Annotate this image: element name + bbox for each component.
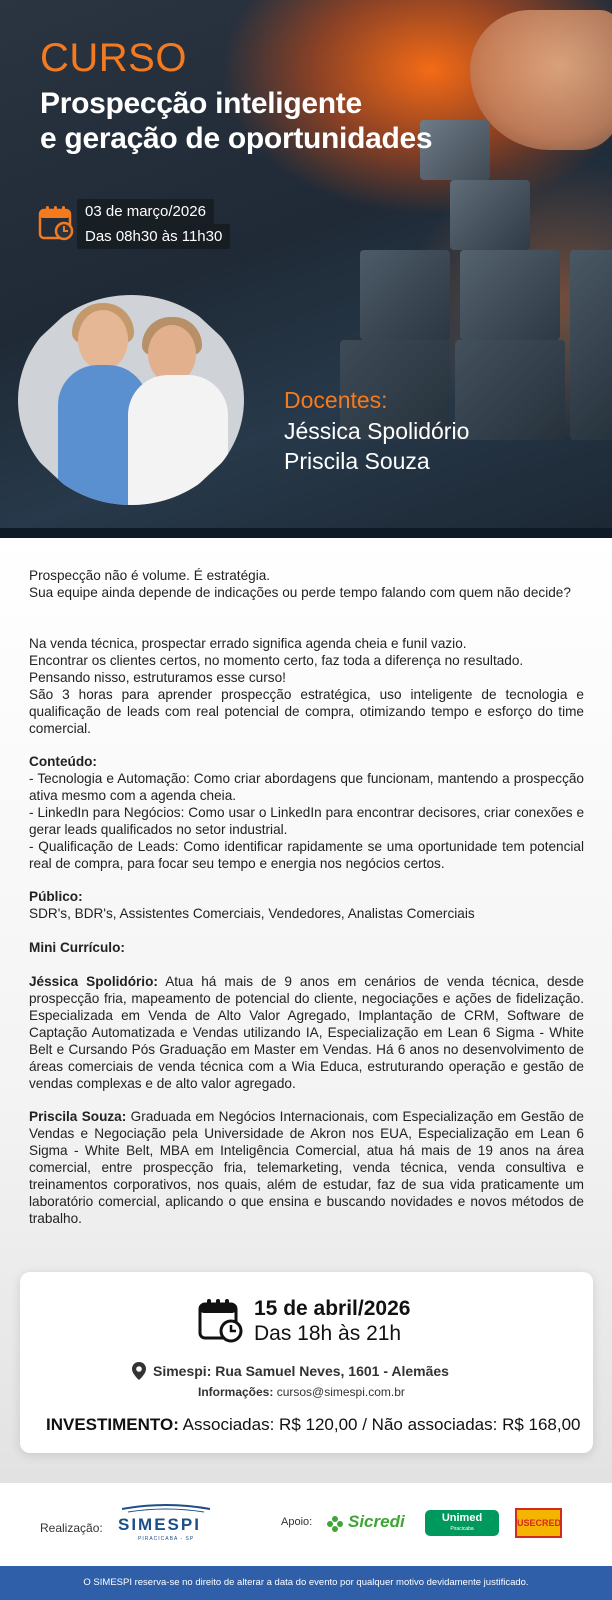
realizacao-label: Realização: — [40, 1521, 103, 1535]
event-location: Simespi: Rua Samuel Neves, 1601 - Alemães — [153, 1363, 449, 1379]
calendar-clock-icon — [198, 1297, 244, 1343]
block-image — [570, 250, 612, 440]
course-title — [40, 86, 432, 156]
usecred-logo: USECRED — [515, 1508, 562, 1538]
second-event-time: Das 18h às 21h — [254, 1322, 402, 1345]
instructors-photo — [18, 295, 244, 505]
mini-resume-heading — [29, 939, 584, 956]
jessica-bio-text: Atua há mais de 9 anos em cenários de venda técnica, desde prospecção fria, mapeamento de potencial do cliente, negociações e ações de fidelização. Especializada em Venda de Alto Valor Agregado, Implantação de CRM, Software de Captação Automatizada e Vendas utilizando IA, Especialização em Lean 6 Sigma - White Belt e Cursando Pós Graduação em Master em Vendas. Há 6 anos no desenvolvimento de áreas comerciais de venda técnica com a Wia Educa, estruturando operação e gestão de vendas complexas e de alto valor agregado. — [29, 974, 584, 1091]
block-image — [460, 250, 560, 340]
course-kicker: CURSO — [40, 36, 187, 80]
docente-name: Priscila Souza — [284, 448, 430, 474]
context-line: Na venda técnica, prospectar errado significa agenda cheia e funil vazio. — [29, 636, 467, 651]
apoio-label: Apoio: — [281, 1516, 313, 1528]
priscila-name: Priscila Souza: — [29, 1109, 127, 1124]
docente-name: Jéssica Spolidório — [284, 418, 470, 444]
context-line: São 3 horas para aprender prospecção estratégica, uso inteligente de tecnologia e qualificação de leads com real potencial de compra, otimizando tempo e esforço do time comercial. — [29, 687, 584, 736]
block-image — [455, 340, 565, 440]
intro-paragraph — [29, 567, 584, 601]
context-paragraph — [29, 635, 584, 737]
audience-text: SDR's, BDR's, Assistentes Comerciais, Vendedores, Analistas Comerciais — [29, 906, 475, 921]
sicredi-logo: Sicredi — [348, 1512, 405, 1531]
course-title-line1: Prospecção inteligente — [40, 87, 362, 120]
event-date: 03 de março/2026 — [77, 199, 214, 224]
simespi-logo-text: SIMESPI — [118, 1515, 201, 1534]
hero-banner — [0, 0, 612, 538]
intro-line: Prospecção não é volume. É estratégia. — [29, 568, 271, 583]
block-image — [360, 250, 450, 340]
docentes-label: Docentes: — [284, 387, 388, 413]
priscila-bio — [29, 1108, 584, 1227]
hand-image — [470, 10, 612, 150]
content-heading: Conteúdo: — [29, 754, 97, 769]
audience-heading: Público: — [29, 889, 83, 904]
priscila-bio-text: Graduada em Negócios Internacionais, com Especialização em Gestão de Vendas e Negociação pela Universidade de Akron nos EUA, Especialização em Lean 6 Sigma - White Belt, MBA em Inteligência Comercial, atua há mais de 19 anos na área comercial, entre prospecção fria, telemarketing, venda técnica, venda consultiva e treinamentos corporativos, nos quais, além de estudar, faz de sua vida praticamente um laboratório comercial, aplicando o que ensina e buscando novidades e novos métodos de trabalho. — [29, 1109, 584, 1226]
intro-line: Sua equipe ainda depende de indicações ou perde tempo falando com quem não decide? — [29, 585, 571, 600]
context-line: Encontrar os clientes certos, no momento certo, faz toda a diferença no resultado. — [29, 653, 524, 668]
unimed-logo — [425, 1510, 499, 1536]
block-image — [450, 180, 530, 250]
info-email-link[interactable]: cursos@simespi.com.br — [273, 1385, 405, 1399]
content-item: - Qualificação de Leads: Como identificar rapidamente se uma oportunidade tem potencial real de compra, para focar seu tempo e energia nos negócios certos. — [29, 839, 584, 871]
mini-resume-label: Mini Currículo: — [29, 940, 125, 955]
content-section — [29, 753, 584, 872]
event-time: Das 08h30 às 11h30 — [77, 224, 230, 249]
audience-section — [29, 888, 584, 922]
investment-label: INVESTIMENTO: — [46, 1415, 179, 1434]
location-pin-icon — [132, 1362, 146, 1380]
unimed-logo-text: Unimed — [441, 1512, 483, 1524]
info-line — [198, 1385, 405, 1399]
disclaimer-bar: O SIMESPI reserva-se no direito de alterar a data do evento por qualquer motivo devidamente justificado. — [0, 1566, 612, 1600]
content-item: - Tecnologia e Automação: Como criar abordagens que funcionam, mantendo a prospecção ativa mesmo com a agenda cheia. — [29, 771, 584, 803]
investment-line — [46, 1415, 581, 1435]
content-item: - LinkedIn para Negócios: Como usar o LinkedIn para encontrar decisores, criar conexões e gerar leads qualificados no setor industrial. — [29, 805, 584, 837]
course-title-line2: e geração de oportunidades — [40, 122, 433, 155]
investment-prices: Associadas: R$ 120,00 / Não associadas: R$ 168,00 — [178, 1415, 581, 1434]
unimed-logo-subtext: Piracicaba — [450, 1526, 474, 1532]
second-event-date: 15 de abril/2026 — [254, 1297, 411, 1320]
jessica-name: Jéssica Spolidório: — [29, 974, 158, 989]
simespi-logo-subtext: PIRACICABA - SP — [138, 1536, 195, 1542]
calendar-clock-icon — [38, 204, 76, 242]
jessica-bio — [29, 973, 584, 1092]
info-label: Informações: — [198, 1385, 274, 1399]
context-line: Pensando nisso, estruturamos esse curso! — [29, 670, 286, 685]
sicredi-leaf-icon — [326, 1515, 344, 1533]
